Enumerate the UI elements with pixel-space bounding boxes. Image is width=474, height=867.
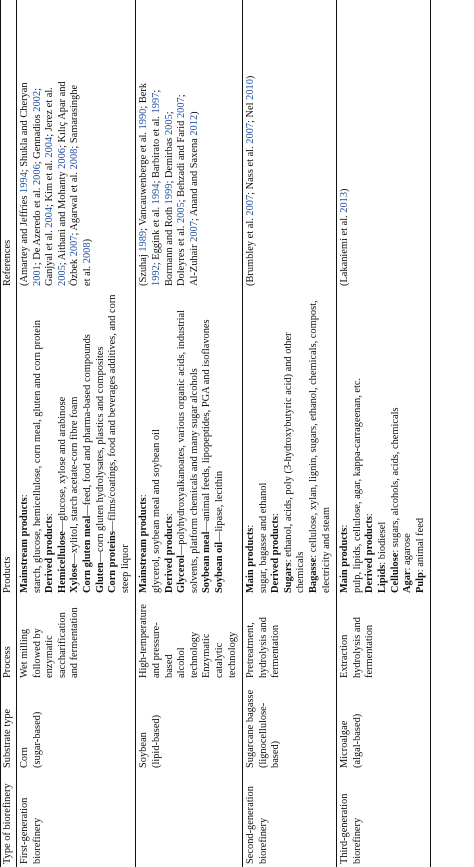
table-row xyxy=(17,0,136,867)
cell-substrate xyxy=(17,681,136,771)
header-products: Products xyxy=(1,289,17,596)
cell-line: 2005; Aithani and Mohanty 2006; Kılıç Apar and xyxy=(56,81,68,286)
cell-process xyxy=(243,596,337,681)
reference-year: 2013 xyxy=(339,191,351,213)
bold-term: Main products xyxy=(245,527,257,593)
cell-line: Wet milling xyxy=(19,628,30,678)
bold-term: Corn gluten meal xyxy=(81,515,93,593)
cell-process xyxy=(136,596,243,681)
reference-year: 2006 xyxy=(31,164,43,186)
cell-line: Al-Zuhair 2007; Anand and Saxena 2012) xyxy=(188,111,200,286)
cell-line: technology xyxy=(226,631,238,678)
bold-term: Sugars xyxy=(282,562,294,593)
cell-type xyxy=(17,771,136,867)
cell-line: fermentation xyxy=(364,624,376,678)
cell-line: Sugarcane bagasse xyxy=(245,689,257,768)
cell-line: Xylose—xylitol, starch acetate-corn fibre foam xyxy=(69,396,81,593)
bold-term: Soybean meal xyxy=(201,531,213,593)
bold-term: Soybean oil xyxy=(213,541,225,593)
reference-year: 2007 xyxy=(245,122,257,144)
cell-references xyxy=(136,0,243,289)
reference-year: 1997 xyxy=(150,92,162,114)
cell-line: Lipids: biodiesel xyxy=(377,521,389,593)
reference-year: 1994 xyxy=(150,183,162,205)
cell-line: Pulp: animal feed xyxy=(414,517,426,593)
bold-term: Derived products xyxy=(270,516,282,593)
bold-term: Main products xyxy=(339,527,351,593)
cell-line: Derived products: xyxy=(270,513,282,593)
reference-year: 2002 xyxy=(31,90,43,112)
cell-line: First-generation xyxy=(19,797,30,864)
cell-line: Extraction xyxy=(339,634,351,678)
table-row xyxy=(136,0,243,867)
cell-line: Main products: xyxy=(339,524,351,593)
cell-process xyxy=(17,596,136,681)
cell-line: Hemicellulose—glucose, xylose and arabinose xyxy=(56,396,68,593)
cell-line: High-temperature xyxy=(138,604,150,678)
cell-line: Agar: agarose xyxy=(402,533,414,593)
cell-line: (lipid-based) xyxy=(150,714,162,768)
cell-line: Bagasse: cellulose, xylan, lignin, sugars, ethanol, chemicals, compost, xyxy=(308,300,320,593)
cell-line: Soybean meal—animal feeds, lipopeptides, PGA and isoflavones xyxy=(201,319,213,593)
header-type: Type of biorefinery xyxy=(1,771,17,867)
reference-year: 2006 xyxy=(56,148,68,169)
cell-line: Gluten—corn gluten hydrolysates, plastics and composites xyxy=(94,346,106,593)
reference-year: 2005 xyxy=(163,114,175,136)
cell-type xyxy=(243,771,337,867)
reference-year: 2004 xyxy=(44,136,56,158)
bold-term: Gluten xyxy=(94,562,106,593)
cell-line: Doleyres et al. 2005; Behzadi and Farid 2007; xyxy=(176,94,188,286)
cell-products xyxy=(337,289,431,596)
reference-year: 2008 xyxy=(81,242,93,264)
reference-year: 2007 xyxy=(245,194,257,216)
bold-term: Pulp xyxy=(414,572,426,593)
bold-term: Agar xyxy=(402,570,414,593)
cell-line: (algal-based) xyxy=(351,713,363,768)
cell-line: and pressure-based xyxy=(150,622,175,678)
cell-line: (Lakaniemi et al. 2013) xyxy=(339,188,351,286)
cell-line: Cellulose: sugars, alcohols, acids, chemicals xyxy=(389,407,401,593)
bold-term: Cellulose xyxy=(389,552,401,593)
cell-line: electricity and steam xyxy=(320,507,332,593)
bold-term: Derived products xyxy=(364,516,376,593)
cell-line: Enzymatic catalytic xyxy=(201,633,225,678)
cell-line: (sugar-based) xyxy=(31,711,43,768)
cell-line: Corn proteins—films/coatings, food and beverages additives, and corn xyxy=(107,294,119,593)
cell-type xyxy=(337,771,431,867)
cell-line: hydrolysis and xyxy=(351,617,363,678)
cell-references xyxy=(243,0,337,289)
header-row xyxy=(1,0,17,867)
reference-year: 2010 xyxy=(245,79,257,100)
cell-type xyxy=(136,771,243,867)
cell-line: Corn gluten meal—feed, food and pharma-based compounds xyxy=(81,334,93,593)
reference-year: 2008 xyxy=(69,148,81,170)
reference-year: 1989 xyxy=(138,230,150,252)
bold-term: Mainstream products xyxy=(19,497,30,593)
cell-line: starch, glucose, hemicellulose, corn meal, gluten and corn protein xyxy=(31,320,43,593)
cell-line: Derived products: xyxy=(163,513,175,593)
cell-line: Özbek 2007; Agarwal et al. 2008; Samarasinghe xyxy=(69,84,81,286)
cell-line: pulp, lipids, cellulose, agar, kappa-carrageenan, etc. xyxy=(351,377,363,593)
cell-line: alcohol technology xyxy=(176,631,200,678)
bold-term: Derived products xyxy=(44,516,56,593)
cell-line: Glycerol—polyhydroxyalkanoates, various organic acids, industrial xyxy=(176,310,188,593)
reference-year: 2007 xyxy=(69,235,81,257)
cell-line: biorefinery xyxy=(257,817,269,864)
cell-substrate xyxy=(337,681,431,771)
cell-substrate xyxy=(136,681,243,771)
table-row xyxy=(337,0,431,867)
cell-line: biorefinery xyxy=(351,817,363,864)
cell-line: Mainstream products: xyxy=(138,494,150,593)
cell-line: based) xyxy=(270,740,282,768)
reference-year: 2007 xyxy=(188,221,200,242)
cell-products xyxy=(17,289,136,596)
cell-line: Sugars: ethanol, acids, poly (3-hydroxybutyric acid) and other xyxy=(282,332,294,593)
bold-term: Derived products xyxy=(163,516,175,593)
cell-line: (Amartey and Jeffries 1994; Shukla and Cheryan xyxy=(19,82,30,286)
bold-term: Glycerol xyxy=(176,555,188,593)
cell-line: et al. 2008) xyxy=(81,238,93,286)
cell-products xyxy=(243,289,337,596)
reference-year: 1990 xyxy=(138,108,150,130)
cell-line: Third-generation xyxy=(339,793,351,864)
cell-line: 2001; De Azeredo et al. 2006; Gennadios 2002; xyxy=(31,88,43,286)
bold-term: Mainstream products xyxy=(138,497,150,593)
cell-line: (Brumbley et al. 2007; Nass et al. 2007; Nel 2010) xyxy=(245,75,257,286)
reference-year: 2001 xyxy=(31,265,43,286)
cell-line: (lignocellulose- xyxy=(257,702,269,768)
bold-term: Bagasse xyxy=(308,557,320,593)
cell-line: Microalgae xyxy=(339,720,351,768)
cell-products xyxy=(136,289,243,596)
header-substrate: Substrate type xyxy=(1,681,17,771)
cell-line: Soybean oil—lipase, lecithin xyxy=(213,470,225,593)
cell-line: Second-generation xyxy=(245,786,257,864)
cell-line: hydrolysis and xyxy=(257,617,269,678)
cell-line: sugar, bagasse and ethanol xyxy=(257,482,269,593)
cell-line: Main products: xyxy=(245,524,257,593)
cell-line: glycerol, soybean meal and soybean oil xyxy=(150,429,162,593)
reference-year: 1992 xyxy=(150,265,162,286)
reference-year: 2007 xyxy=(176,97,188,119)
reference-year: 1999 xyxy=(163,183,175,205)
cell-process xyxy=(337,596,431,681)
cell-line: Mainstream products: xyxy=(19,494,30,593)
cell-line: Soybean xyxy=(138,732,150,768)
bold-term: Hemicellulose xyxy=(56,531,68,593)
table-row xyxy=(243,0,337,867)
cell-line: 1992; Eggink et al. 1994; Barbirato et al. 1997; xyxy=(150,89,162,286)
cell-line: (Szuhaj 1989; Vancauwenberge et al. 1990; Berk xyxy=(138,82,150,286)
cell-substrate xyxy=(243,681,337,771)
reference-year: 1994 xyxy=(19,172,30,193)
reference-year: 2012 xyxy=(188,114,200,136)
header-references: References xyxy=(1,0,17,289)
cell-line: steep liquor xyxy=(119,544,131,593)
cell-line: Derived products: xyxy=(364,513,376,593)
cell-line: biorefinery xyxy=(31,817,43,864)
cell-line: Pretreatment, xyxy=(245,622,257,678)
cell-line: fermentation xyxy=(270,624,282,678)
bold-term: Lipids xyxy=(377,564,389,593)
cell-line: Derived products: xyxy=(44,513,56,593)
cell-line: enzymatic xyxy=(44,635,56,678)
cell-line: Bormann and Roth 1999; Demirbas 2005; xyxy=(163,111,175,286)
cell-line: saccharification xyxy=(56,612,68,678)
cell-line: solvents, platform chemicals and many sugar alcohols xyxy=(188,368,200,593)
cell-line: followed by xyxy=(31,628,43,678)
reference-year: 2005 xyxy=(56,265,68,286)
header-process: Process xyxy=(1,596,17,681)
reference-year: 2005 xyxy=(176,202,188,224)
cell-references xyxy=(337,0,431,289)
cell-line: and fermentation xyxy=(69,607,81,678)
reference-year: 2004 xyxy=(44,206,56,228)
cell-line: Corn xyxy=(19,747,30,768)
bold-term: Corn proteins xyxy=(107,531,119,593)
cell-references xyxy=(17,0,136,289)
bold-term: Xylose xyxy=(69,563,81,593)
cell-line: chemicals xyxy=(295,551,307,593)
cell-line: Ganjyal et al. 2004; Kim et al. 2004; Jerez et al. xyxy=(44,87,56,286)
